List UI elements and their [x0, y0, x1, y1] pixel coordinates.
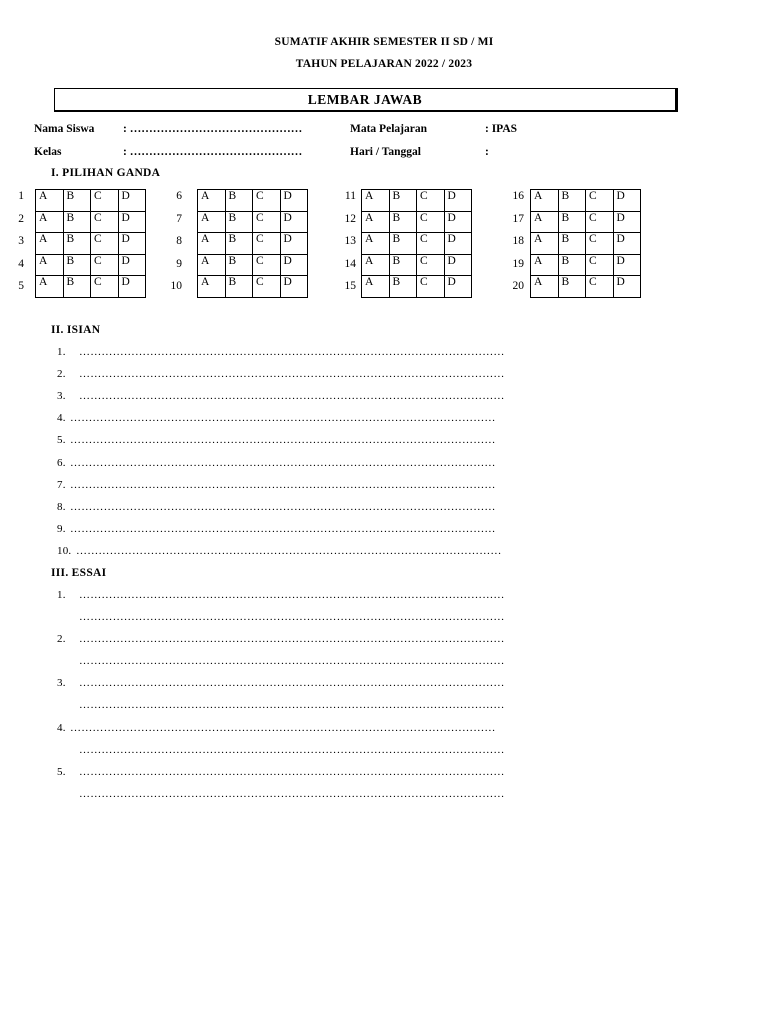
question-number: 14: [344, 257, 356, 270]
page-title: LEMBAR JAWAB: [54, 88, 678, 112]
section-essai-heading: III. ESSAI: [51, 567, 107, 579]
option-a-cell[interactable]: A: [198, 190, 226, 212]
essai-number: 5.: [57, 765, 66, 778]
essai-answer-line-2[interactable]: ……………………………………………………………………………………………………: [79, 655, 505, 668]
option-b-cell[interactable]: B: [225, 211, 253, 233]
option-c-cell[interactable]: C: [91, 211, 119, 233]
option-b-cell[interactable]: B: [389, 233, 417, 255]
essai-number: 2.: [57, 633, 66, 646]
option-b-cell[interactable]: B: [63, 190, 91, 212]
option-c-cell[interactable]: C: [586, 211, 614, 233]
question-number: 18: [512, 235, 524, 247]
option-b-cell[interactable]: B: [63, 254, 91, 276]
answer-grid: [197, 189, 308, 298]
hari-label: Hari / Tanggal: [350, 146, 421, 158]
option-b-cell[interactable]: B: [389, 254, 417, 276]
option-c-cell[interactable]: C: [417, 233, 445, 255]
answer-row: [531, 276, 641, 298]
option-c-cell[interactable]: C: [586, 254, 614, 276]
section-pilihan-ganda-heading: I. PILIHAN GANDA: [51, 167, 161, 179]
isian-number: 8.: [57, 500, 66, 513]
answer-grid: [361, 189, 472, 298]
header-line-2: TAHUN PELAJARAN 2022 / 2023: [295, 58, 473, 70]
essai-answer-line-2[interactable]: ……………………………………………………………………………………………………: [79, 743, 505, 756]
isian-answer-line[interactable]: ……………………………………………………………………………………………………: [79, 390, 505, 403]
option-d-cell[interactable]: D: [118, 233, 146, 255]
question-number: 10: [170, 280, 182, 292]
option-d-cell[interactable]: D: [118, 211, 146, 233]
answer-row: [362, 276, 472, 298]
isian-number: 1.: [57, 346, 66, 358]
answer-row: [531, 211, 641, 233]
option-d-cell[interactable]: D: [613, 276, 641, 298]
answer-row: [531, 233, 641, 255]
option-a-cell[interactable]: A: [198, 233, 226, 255]
answer-grid: [35, 189, 146, 298]
answer-row: [36, 233, 146, 255]
option-a-cell[interactable]: A: [362, 211, 390, 233]
answer-row: [198, 190, 308, 212]
answer-row: [36, 276, 146, 298]
option-c-cell[interactable]: C: [253, 254, 281, 276]
answer-row: [531, 190, 641, 212]
option-a-cell[interactable]: A: [362, 233, 390, 255]
option-d-cell[interactable]: D: [280, 211, 308, 233]
question-number: 15: [344, 280, 356, 292]
answer-row: [198, 254, 308, 276]
option-c-cell[interactable]: C: [253, 211, 281, 233]
essai-answer-line-2[interactable]: ……………………………………………………………………………………………………: [79, 611, 505, 623]
option-a-cell[interactable]: A: [198, 254, 226, 276]
header-line-1: SUMATIF AKHIR SEMESTER II SD / MI: [274, 36, 494, 48]
option-d-cell[interactable]: D: [280, 233, 308, 255]
option-c-cell[interactable]: C: [91, 190, 119, 212]
option-b-cell[interactable]: B: [225, 276, 253, 298]
option-b-cell[interactable]: B: [63, 211, 91, 233]
isian-number: 2.: [57, 368, 66, 381]
option-d-cell[interactable]: D: [613, 233, 641, 255]
kelas-field[interactable]: : ………………………………………: [123, 146, 303, 158]
answer-row: [36, 254, 146, 276]
essai-answer-line-1[interactable]: ……………………………………………………………………………………………………: [79, 677, 505, 690]
question-number: 4: [18, 257, 24, 270]
option-a-cell[interactable]: A: [531, 190, 559, 212]
isian-answer-line[interactable]: ……………………………………………………………………………………………………: [70, 500, 496, 513]
answer-row: [198, 233, 308, 255]
essai-number: 3.: [57, 677, 66, 690]
option-d-cell[interactable]: D: [444, 276, 472, 298]
answer-row: [36, 190, 146, 212]
question-number: 9: [176, 257, 182, 270]
question-number: 11: [344, 190, 356, 202]
option-c-cell[interactable]: C: [417, 276, 445, 298]
option-d-cell[interactable]: D: [613, 211, 641, 233]
option-d-cell[interactable]: D: [280, 276, 308, 298]
isian-number: 4.: [57, 412, 66, 425]
essai-number: 1.: [57, 589, 66, 601]
option-c-cell[interactable]: C: [586, 233, 614, 255]
isian-answer-line[interactable]: ……………………………………………………………………………………………………: [70, 434, 496, 447]
question-number: 6: [176, 190, 182, 202]
option-b-cell[interactable]: B: [558, 211, 586, 233]
answer-row: [36, 211, 146, 233]
option-c-cell[interactable]: C: [417, 254, 445, 276]
option-c-cell[interactable]: C: [586, 190, 614, 212]
option-b-cell[interactable]: B: [558, 233, 586, 255]
nama-field[interactable]: : ………………………………………: [123, 123, 303, 135]
option-a-cell[interactable]: A: [531, 254, 559, 276]
option-d-cell[interactable]: D: [118, 190, 146, 212]
option-a-cell[interactable]: A: [36, 190, 64, 212]
isian-number: 7.: [57, 478, 66, 491]
answer-row: [362, 233, 472, 255]
isian-number: 6.: [57, 456, 66, 469]
question-number: 12: [344, 212, 356, 225]
option-c-cell[interactable]: C: [253, 276, 281, 298]
kelas-label: Kelas: [34, 146, 62, 158]
option-b-cell[interactable]: B: [225, 190, 253, 212]
isian-answer-line[interactable]: ……………………………………………………………………………………………………: [79, 368, 505, 381]
answer-row: [362, 211, 472, 233]
mapel-value: : IPAS: [485, 123, 518, 135]
answer-row: [531, 254, 641, 276]
isian-answer-line[interactable]: ……………………………………………………………………………………………………: [79, 346, 505, 358]
option-c-cell[interactable]: C: [417, 190, 445, 212]
option-a-cell[interactable]: A: [36, 276, 64, 298]
option-b-cell[interactable]: B: [389, 211, 417, 233]
option-b-cell[interactable]: B: [558, 276, 586, 298]
isian-answer-line[interactable]: ……………………………………………………………………………………………………: [70, 412, 496, 425]
answer-row: [362, 190, 472, 212]
option-a-cell[interactable]: A: [198, 276, 226, 298]
isian-number: 5.: [57, 434, 66, 447]
question-number: 1: [18, 190, 24, 202]
nama-label: Nama Siswa: [34, 123, 95, 135]
option-d-cell[interactable]: D: [280, 190, 308, 212]
hari-field[interactable]: :: [485, 146, 489, 158]
isian-number: 9.: [57, 522, 66, 535]
question-number: 19: [512, 257, 524, 270]
option-c-cell[interactable]: C: [91, 233, 119, 255]
isian-answer-line[interactable]: ……………………………………………………………………………………………………: [70, 478, 496, 491]
question-number: 17: [512, 212, 524, 225]
isian-number: 3.: [57, 390, 66, 403]
option-d-cell[interactable]: D: [118, 276, 146, 298]
answer-row: [362, 254, 472, 276]
option-b-cell[interactable]: B: [63, 233, 91, 255]
option-a-cell[interactable]: A: [36, 254, 64, 276]
option-c-cell[interactable]: C: [91, 276, 119, 298]
option-d-cell[interactable]: D: [118, 254, 146, 276]
isian-number: 10.: [57, 544, 72, 557]
question-number: 3: [18, 235, 24, 247]
option-b-cell[interactable]: B: [225, 233, 253, 255]
essai-answer-line-1[interactable]: ……………………………………………………………………………………………………: [79, 633, 505, 646]
question-number: 16: [512, 190, 524, 202]
option-c-cell[interactable]: C: [253, 190, 281, 212]
essai-number: 4.: [57, 721, 66, 734]
essai-answer-line-1[interactable]: ……………………………………………………………………………………………………: [79, 765, 505, 778]
option-b-cell[interactable]: B: [558, 254, 586, 276]
option-d-cell[interactable]: D: [444, 211, 472, 233]
isian-answer-line[interactable]: ……………………………………………………………………………………………………: [76, 544, 502, 557]
option-b-cell[interactable]: B: [389, 190, 417, 212]
question-number: 13: [344, 235, 356, 247]
question-number: 20: [512, 280, 524, 292]
essai-answer-line-2[interactable]: ……………………………………………………………………………………………………: [79, 787, 505, 800]
question-number: 7: [176, 212, 182, 225]
answer-grid: [530, 189, 641, 298]
isian-answer-line[interactable]: ……………………………………………………………………………………………………: [70, 456, 496, 469]
option-d-cell[interactable]: D: [280, 254, 308, 276]
option-a-cell[interactable]: A: [531, 233, 559, 255]
section-isian-heading: II. ISIAN: [51, 324, 101, 336]
answer-row: [198, 276, 308, 298]
isian-answer-line[interactable]: ……………………………………………………………………………………………………: [70, 522, 496, 535]
essai-answer-line-1[interactable]: ……………………………………………………………………………………………………: [79, 589, 505, 601]
answer-row: [198, 211, 308, 233]
option-b-cell[interactable]: B: [225, 254, 253, 276]
option-d-cell[interactable]: D: [444, 233, 472, 255]
option-c-cell[interactable]: C: [417, 211, 445, 233]
option-c-cell[interactable]: C: [586, 276, 614, 298]
option-b-cell[interactable]: B: [558, 190, 586, 212]
option-a-cell[interactable]: A: [36, 233, 64, 255]
question-number: 5: [18, 280, 24, 292]
option-d-cell[interactable]: D: [613, 254, 641, 276]
option-b-cell[interactable]: B: [63, 276, 91, 298]
mapel-label: Mata Pelajaran: [350, 123, 427, 135]
option-a-cell[interactable]: A: [531, 211, 559, 233]
question-number: 2: [18, 212, 24, 225]
option-d-cell[interactable]: D: [613, 190, 641, 212]
option-a-cell[interactable]: A: [36, 211, 64, 233]
essai-answer-line-2[interactable]: ……………………………………………………………………………………………………: [79, 699, 505, 712]
option-c-cell[interactable]: C: [91, 254, 119, 276]
question-number: 8: [176, 235, 182, 247]
option-b-cell[interactable]: B: [389, 276, 417, 298]
option-a-cell[interactable]: A: [362, 254, 390, 276]
option-a-cell[interactable]: A: [531, 276, 559, 298]
option-a-cell[interactable]: A: [362, 190, 390, 212]
option-a-cell[interactable]: A: [198, 211, 226, 233]
option-a-cell[interactable]: A: [362, 276, 390, 298]
essai-answer-line-1[interactable]: ……………………………………………………………………………………………………: [70, 721, 496, 734]
option-c-cell[interactable]: C: [253, 233, 281, 255]
option-d-cell[interactable]: D: [444, 190, 472, 212]
option-d-cell[interactable]: D: [444, 254, 472, 276]
